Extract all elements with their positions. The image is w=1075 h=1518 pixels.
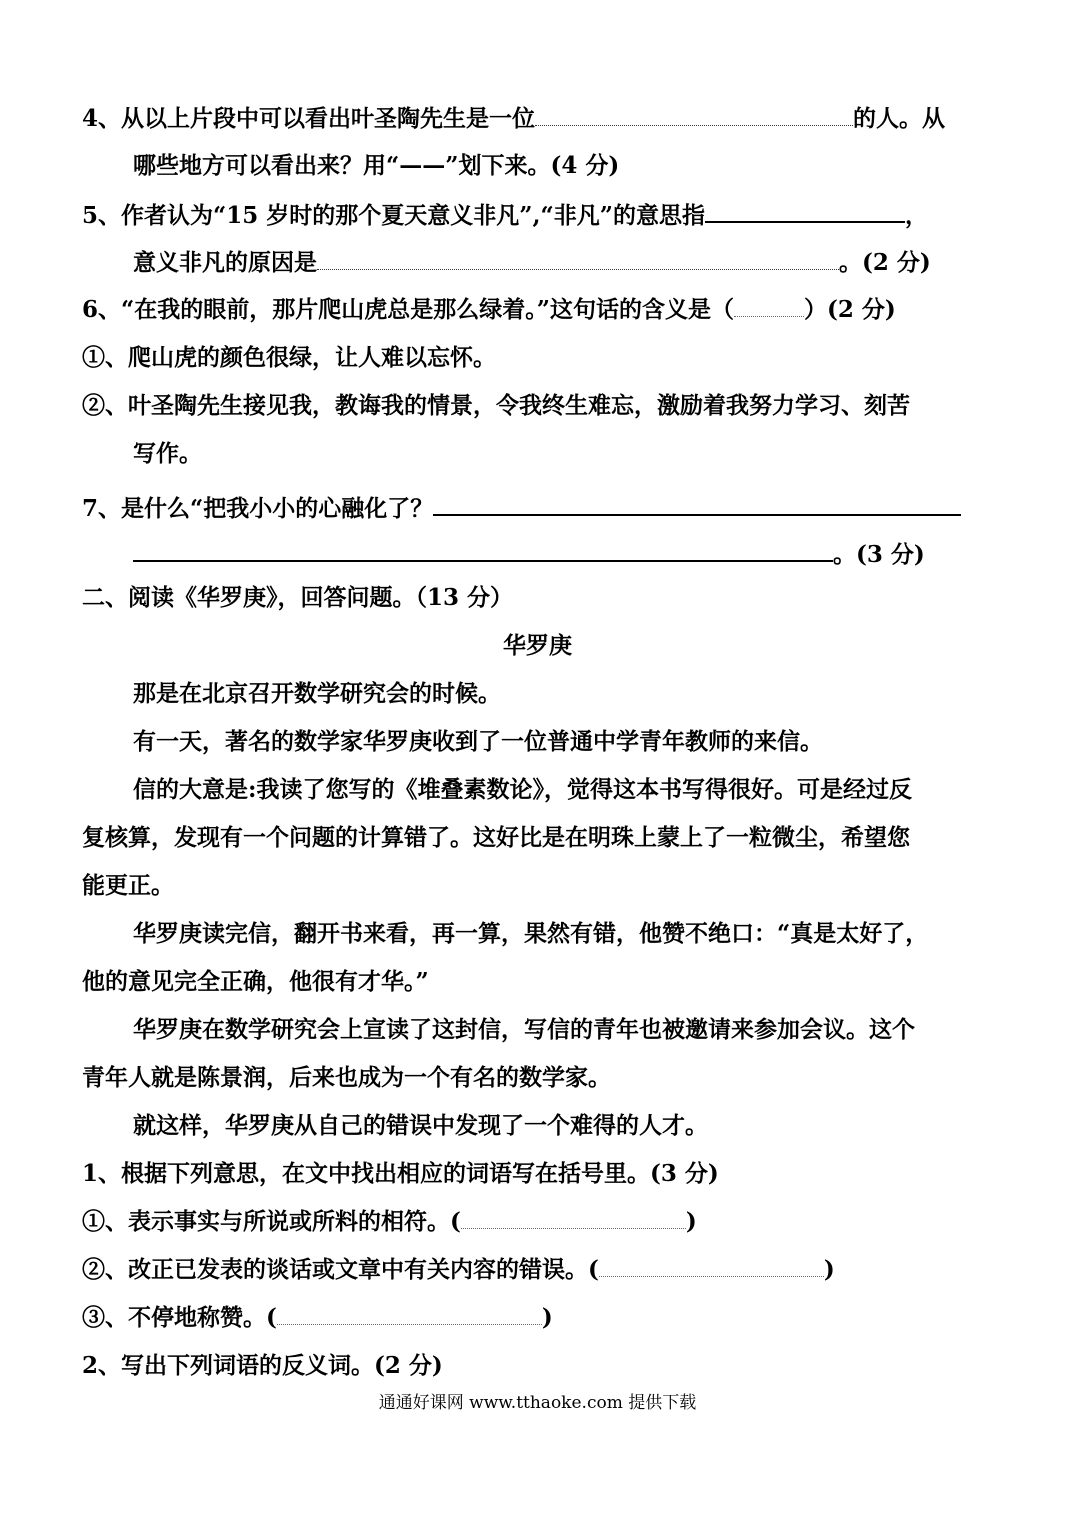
paragraph-1-text: 那是在北京召开数学研究会的时候。 bbox=[133, 680, 501, 707]
passage-paragraph-4-line2 bbox=[82, 967, 429, 997]
question-6-option-1 bbox=[82, 343, 496, 373]
question-5-text-2: 意义非凡的原因是 bbox=[133, 249, 317, 276]
paragraph-6-text: 就这样，华罗庚从自己的错误中发现了一个难得的人才。 bbox=[133, 1112, 708, 1139]
s2-question-2-heading bbox=[82, 1351, 443, 1381]
paragraph-2-text: 有一天，著名的数学家华罗庚收到了一位普通中学青年教师的来信。 bbox=[133, 728, 823, 755]
question-4-text-2: 哪些地方可以看出来？用“——”划下来。(4 分) bbox=[133, 152, 620, 179]
answer-blank-q7a[interactable] bbox=[433, 492, 961, 516]
question-5-score: 。(2 分) bbox=[839, 249, 931, 276]
passage-paragraph-5-line2 bbox=[82, 1063, 611, 1093]
question-6-option-2-cont bbox=[133, 439, 202, 469]
s2-question-1-text: 1、根据下列意思，在文中找出相应的词语写在括号里。(3 分) bbox=[82, 1160, 719, 1187]
item-1-close-paren: ) bbox=[685, 1208, 697, 1235]
passage-title bbox=[0, 631, 1075, 661]
question-6-text: 6、“在我的眼前，那片爬山虎总是那么绿着。”这句话的含义是（ bbox=[82, 296, 734, 323]
passage-paragraph-4-line1 bbox=[133, 919, 928, 949]
question-5-text: 5、作者认为“15 岁时的那个夏天意义非凡”,“非凡”的意思指 bbox=[82, 202, 705, 229]
answer-blank-item-1[interactable] bbox=[461, 1208, 686, 1229]
passage-title-text: 华罗庚 bbox=[503, 632, 572, 659]
answer-blank-q5b[interactable] bbox=[317, 247, 839, 270]
question-5-suffix: ， bbox=[904, 202, 928, 229]
answer-blank-q7b[interactable] bbox=[133, 538, 833, 562]
paragraph-5-text-1: 华罗庚在数学研究会上宣读了这封信，写信的青年也被邀请来参加会议。这个 bbox=[133, 1016, 915, 1043]
option-2-text-2: 写作。 bbox=[133, 440, 202, 467]
item-2-text: ②、改正已发表的谈话或文章中有关内容的错误。( bbox=[82, 1256, 599, 1283]
question-4-line2 bbox=[133, 151, 619, 181]
question-6-score: ）(2 分) bbox=[803, 296, 896, 323]
question-7-text: 7、是什么“把我小小的心融化了？ bbox=[82, 495, 434, 522]
passage-paragraph-1 bbox=[133, 679, 501, 709]
question-4-line1 bbox=[82, 103, 945, 134]
answer-blank-q5a[interactable] bbox=[705, 199, 905, 223]
question-7-score: 。(3 分) bbox=[833, 541, 925, 568]
paragraph-4-text-2: 他的意见完全正确，他很有才华。” bbox=[82, 968, 429, 995]
item-3-close-paren: ) bbox=[541, 1304, 553, 1331]
passage-paragraph-6 bbox=[133, 1111, 708, 1141]
s2-question-2-text: 2、写出下列词语的反义词。(2 分) bbox=[82, 1352, 443, 1379]
question-5-line2 bbox=[133, 247, 931, 278]
question-6-option-2 bbox=[82, 391, 910, 421]
s2-question-1-item-2 bbox=[82, 1255, 835, 1285]
paragraph-3-text-3: 能更正。 bbox=[82, 872, 174, 899]
paragraph-3-text-2: 复核算，发现有一个问题的计算错了。这好比是在明珠上蒙上了一粒微尘，希望您 bbox=[82, 824, 910, 851]
question-7-line1 bbox=[82, 492, 961, 524]
answer-blank-q6[interactable] bbox=[734, 296, 804, 317]
option-2-text: ②、叶圣陶先生接见我，教诲我的情景，令我终生难忘，激励着我努力学习、刻苦 bbox=[82, 392, 910, 419]
passage-paragraph-3-line2 bbox=[82, 823, 910, 853]
question-6-line1 bbox=[82, 295, 896, 325]
paragraph-5-text-2: 青年人就是陈景润，后来也成为一个有名的数学家。 bbox=[82, 1064, 611, 1091]
passage-paragraph-2 bbox=[133, 727, 823, 757]
question-4-suffix: 的人。从 bbox=[853, 105, 946, 132]
passage-paragraph-5-line1 bbox=[133, 1015, 915, 1045]
item-1-text: ①、表示事实与所说或所料的相符。( bbox=[82, 1208, 461, 1235]
question-5-line1 bbox=[82, 199, 928, 231]
passage-paragraph-3-line3 bbox=[82, 871, 174, 901]
footer-text: 通通好课网 www.tthaoke.com 提供下载 bbox=[378, 1393, 697, 1413]
section-2-heading-text: 二、阅读《华罗庚》，回答问题。（13 分） bbox=[82, 584, 514, 611]
passage-paragraph-3-line1 bbox=[133, 775, 912, 805]
answer-blank-item-2[interactable] bbox=[599, 1256, 824, 1277]
s2-question-1-item-3 bbox=[82, 1303, 553, 1333]
question-4-text: 4、从以上片段中可以看出叶圣陶先生是一位 bbox=[82, 105, 536, 132]
item-2-close-paren: ) bbox=[823, 1256, 835, 1283]
s2-question-1-heading bbox=[82, 1159, 719, 1189]
s2-question-1-item-1 bbox=[82, 1207, 697, 1237]
paragraph-3-text-1: 信的大意是:我读了您写的《堆叠素数论》，觉得这本书写得很好。可是经过反 bbox=[133, 776, 912, 803]
answer-blank-item-3[interactable] bbox=[277, 1304, 542, 1325]
page-footer bbox=[0, 1392, 1075, 1414]
paragraph-4-text-1: 华罗庚读完信，翻开书来看，再一算，果然有错，他赞不绝口：“真是太好了， bbox=[133, 920, 929, 947]
item-3-text: ③、不停地称赞。( bbox=[82, 1304, 277, 1331]
question-7-line2 bbox=[133, 538, 925, 570]
option-1-text: ①、爬山虎的颜色很绿，让人难以忘怀。 bbox=[82, 344, 496, 371]
section-2-heading bbox=[82, 583, 513, 613]
answer-blank-q4[interactable] bbox=[535, 103, 853, 126]
